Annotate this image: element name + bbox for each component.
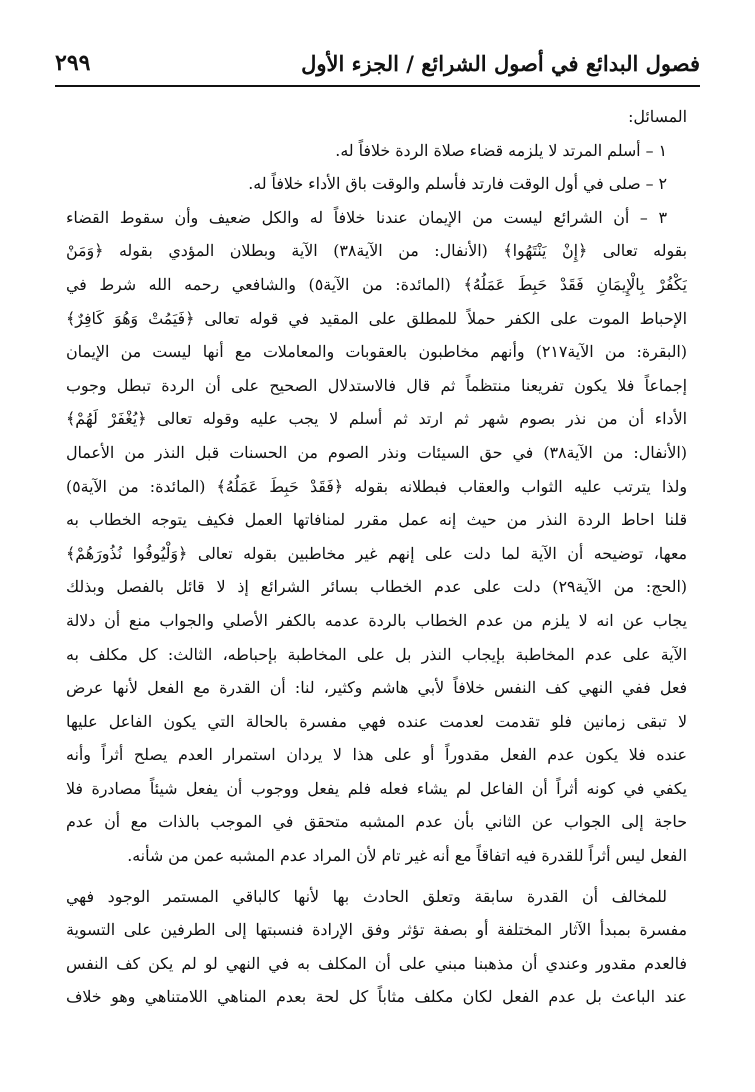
- page-body: [66, 100, 687, 1014]
- text-line: (البقرة: من الآية٢١٧) وأنهم مخاطبون بالعقوبات والمعاملات مع أنها ليست من الإيمان: [66, 342, 687, 362]
- text-line: ٢ – صلى في أول الوقت فارتد فأسلم والوقت باق الأداء خلافاً له.: [248, 174, 667, 194]
- text-line: الفعل ليس أثراً للقدرة فيه اتفاقاً مع أنه غير تام لأن المراد عدم المشبه عمن من شأنه.: [127, 846, 687, 866]
- text-line: (الأنفال: من الآية٣٨) في حق السيئات ونذر الصوم من الحسنات قبل النذر من الأعمال: [66, 442, 687, 462]
- text-line: معها، توضيحه أن الآية لما دلت على إنهم غير مخاطبين بقوله تعالى ﴿وَلْيُوفُوا نُذُورَهُمْ﴾: [66, 543, 687, 563]
- text-line: عنده فلا يكون عدم الفعل مقدوراً أو على هذا لا يردان استمرار العدم يصلح أثراً وأنه: [66, 745, 687, 765]
- text-line: يجاب عن انه لا يلزم من عدم الخطاب بالردة عدمه بالكفر الأصلي والجواب منع أن دلالة: [66, 610, 687, 630]
- page-number: ٢٩٩: [55, 50, 91, 76]
- text-line: ٣ – أن الشرائع ليست من الإيمان عندنا خلافاً له والكل ضعيف وأن سقوط القضاء: [66, 207, 667, 227]
- text-line: قلنا احاط الردة النذر من حيث إنه عمل مقرر لمنافاتها العمل فكيف يتوجه الخطاب به: [66, 510, 687, 530]
- page-header: [55, 44, 700, 82]
- text-line: ١ – أسلم المرتد لا يلزمه قضاء صلاة الردة خلافاً له.: [335, 140, 667, 160]
- text-line: فعل ففي النهي كف النفس خلافاً لأبي هاشم وكثير، لنا: أن القدرة مع الفعل لأنها عرض: [66, 678, 687, 698]
- text-line: يكفي في كونه أثراً أن الفاعل لم يشاء فعله فلم يفعل ووجوب أن يفعل شيئاً مصادرة فلا: [66, 778, 687, 798]
- text-line: للمخالف أن القدرة سابقة وتعلق الحادث بها لأنها كالباقي المستمر الوجود فهي: [66, 886, 667, 906]
- text-line: الأداء أن من نذر بصوم شهر ثم ارتد ثم أسلم لا يجب عليه وقوله تعالى ﴿يُغْفَرْ لَهُمْ﴾: [66, 409, 687, 429]
- text-line: مفسرة بمبدأ الآثار المختلفة أو بصفة تؤثر وفق الإرادة فنسبتها إلى الطرفين على التسوية: [66, 920, 687, 940]
- text-line: فالعدم مقدور وعندي أن مذهبنا مبني على أن المكلف به في النهي لو لم يكن كف النفس: [66, 953, 687, 973]
- text-line: عند الباعث بل عدم الفعل لكان مكلف مثاباً كل لحة بعدم المناهي اللامتناهي وهو خلاف: [66, 987, 687, 1007]
- paragraph-gap: [66, 873, 687, 880]
- header-rule: [55, 85, 700, 87]
- text-line: المسائل:: [628, 107, 687, 126]
- text-line: بقوله تعالى ﴿إِنْ يَنْتَهُوا﴾ (الأنفال: من الآية٣٨) الآية وبطلان المؤدي بقوله ﴿وَمَنْ: [66, 241, 687, 261]
- text-line: يَكْفُرْ بِالْإِيمَانِ فَقَدْ حَبِطَ عَمَلُهُ﴾ (المائدة: من الآية٥) والشافعي رحمه الله شرط في: [66, 274, 687, 294]
- text-line: (الحج: من الآية٢٩) دلت على عدم الخطاب بسائر الشرائع إذ لا قائل بالفصل وبذلك: [66, 577, 687, 597]
- text-line: لا تبقى زمانين فلو تقدمت لعدمت عنده فهي مفسرة بالحالة التي يكون الفاعل عليها: [66, 711, 687, 731]
- text-line: حاجة إلى الجواب عن الثاني بأن عدم المشبه متحقق في الموجب بالذات مع أن عدم: [66, 812, 687, 832]
- text-line: الإحباط الموت على الكفر حملاً للمطلق على المقيد في قوله تعالى ﴿فَيَمُتْ وَهُوَ كَافِرٌ﴾: [66, 308, 687, 328]
- running-title: فصول البدائع في أصول الشرائع / الجزء الأول: [301, 50, 700, 76]
- text-line: إجماعاً فلا يكون تفريعنا منتظماً ثم قال فالاستدلال الصحيح على أن الردة تبطل وجوب: [66, 375, 687, 395]
- text-line: الآية على عدم المخاطبة بإيجاب النذر بل على المخاطبة بإحباطه، الثالث: كل مكلف به: [66, 644, 687, 664]
- text-line: ولذا يترتب عليه الثواب والعقاب فبطلانه بقوله ﴿فَقَدْ حَبِطَ عَمَلُهُ﴾ (المائدة: من الآية٥): [66, 476, 687, 496]
